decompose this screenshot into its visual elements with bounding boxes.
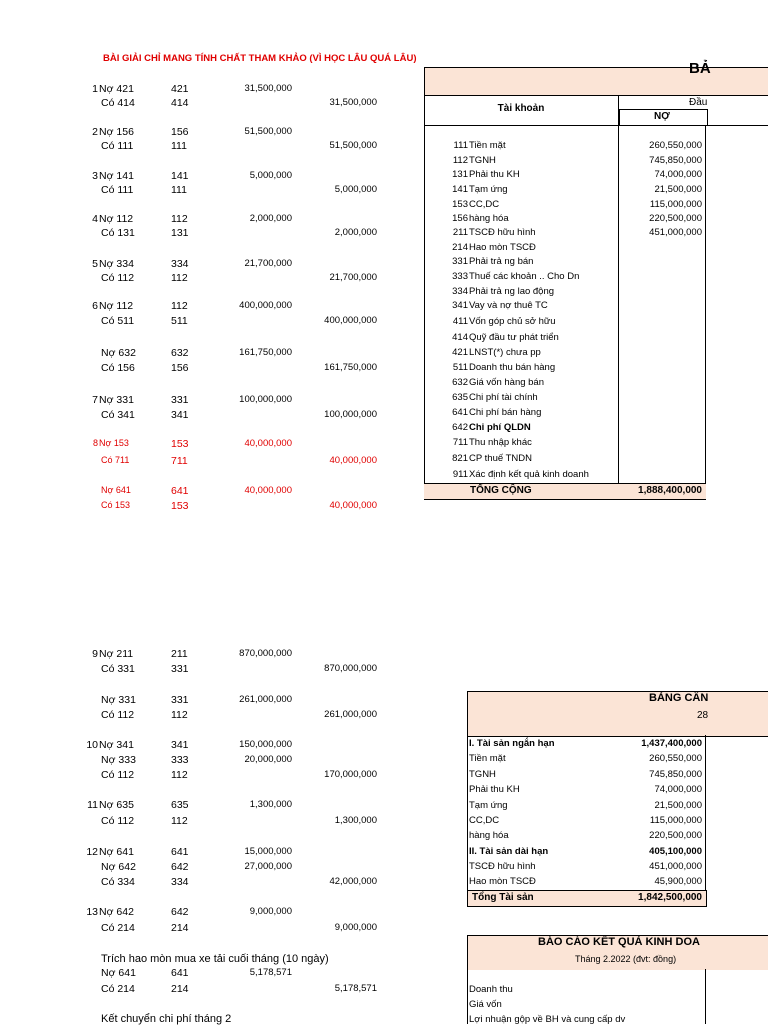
tb-account-code: 911 bbox=[452, 469, 468, 480]
entry-debit: 161,750,000 bbox=[239, 347, 292, 358]
entry-label: Nợ 341 bbox=[99, 739, 134, 751]
entry-debit: 2,000,000 bbox=[249, 213, 292, 224]
entry-debit: 400,000,000 bbox=[239, 300, 292, 311]
tb-debit-value: 21,500,000 bbox=[654, 184, 702, 195]
tb-account-code: 111 bbox=[453, 140, 468, 151]
entry-label: Nợ 641 bbox=[101, 485, 131, 495]
entry-number: 4 bbox=[92, 213, 98, 225]
entry-label: Nợ 421 bbox=[99, 83, 134, 95]
trial-balance-title: BẢ bbox=[689, 60, 711, 77]
entry-account: 141 bbox=[171, 170, 189, 182]
entry-debit: 27,000,000 bbox=[244, 861, 292, 872]
entry-credit: 9,000,000 bbox=[334, 922, 377, 933]
tb-account-code: 632 bbox=[452, 377, 468, 388]
entry-label: Có 153 bbox=[101, 500, 131, 510]
entry-account: 511 bbox=[171, 315, 188, 327]
entry-account: 112 bbox=[171, 300, 188, 312]
tb-account-code: 414 bbox=[452, 332, 468, 343]
bs-item-name: Hao mòn TSCĐ bbox=[469, 876, 536, 887]
tb-account-name: CC,DC bbox=[469, 199, 500, 210]
bs-item-value: 1,437,400,000 bbox=[641, 738, 702, 749]
bs-item-value: 74,000,000 bbox=[654, 784, 702, 795]
entry-credit: 100,000,000 bbox=[324, 409, 377, 420]
entry-debit: 5,000,000 bbox=[249, 170, 292, 181]
entry-debit: 100,000,000 bbox=[239, 394, 292, 405]
entry-number: 12 bbox=[86, 846, 98, 858]
entry-number: 13 bbox=[86, 906, 98, 918]
entry-account: 112 bbox=[171, 769, 188, 781]
entry-account: 641 bbox=[171, 485, 189, 497]
entry-account: 214 bbox=[171, 922, 189, 934]
tb-account-name: Phải trả ng bán bbox=[469, 256, 534, 267]
entry-debit: 150,000,000 bbox=[239, 739, 292, 750]
entry-label: Có 414 bbox=[101, 97, 135, 109]
entry-account: 211 bbox=[171, 648, 188, 660]
entry-debit: 51,500,000 bbox=[244, 126, 292, 137]
balance-sheet-total-label: Tổng Tài sản bbox=[472, 892, 534, 903]
tb-account-name: Tiền mặt bbox=[469, 140, 506, 151]
tb-account-code: 131 bbox=[452, 169, 468, 180]
entry-account: 153 bbox=[171, 500, 189, 512]
bs-item-name: II. Tài sản dài hạn bbox=[469, 846, 549, 857]
is-item-name: Giá vốn bbox=[469, 999, 502, 1010]
entry-credit: 1,300,000 bbox=[334, 815, 377, 826]
entry-credit: 2,000,000 bbox=[334, 227, 377, 238]
entry-label: Có 111 bbox=[101, 184, 134, 196]
bs-item-name: CC,DC bbox=[469, 815, 500, 826]
income-statement-subtitle: Tháng 2.2022 (đvt: đồng) bbox=[575, 954, 677, 964]
balance-sheet-left-border bbox=[467, 735, 468, 905]
bs-item-name: Tiền mặt bbox=[469, 753, 506, 764]
entry-number: 6 bbox=[92, 300, 98, 312]
entry-label: Nợ 333 bbox=[101, 754, 136, 766]
entry-label: Có 156 bbox=[101, 362, 135, 374]
entry-debit: 1,300,000 bbox=[249, 799, 292, 810]
income-statement-left-border bbox=[467, 969, 468, 1024]
entry-account: 156 bbox=[171, 126, 189, 138]
tb-account-code: 331 bbox=[452, 256, 468, 267]
tb-account-name: Phải trả ng lao động bbox=[469, 286, 555, 297]
entry-label: Có 511 bbox=[101, 315, 135, 327]
entry-debit: 20,000,000 bbox=[244, 754, 292, 765]
entry-number: 9 bbox=[92, 648, 98, 660]
bs-item-value: 45,900,000 bbox=[654, 876, 702, 887]
entry-label: Nợ 641 bbox=[101, 967, 136, 979]
entry-account: 642 bbox=[171, 906, 189, 918]
entry-label: Nợ 112 bbox=[99, 300, 134, 312]
trial-balance-total-debit: 1,888,400,000 bbox=[638, 485, 702, 496]
entry-label: Có 331 bbox=[101, 663, 135, 675]
depreciation-note: Trích hao mòn mua xe tải cuối tháng (10 ngày) bbox=[101, 953, 329, 965]
entry-label: Nợ 156 bbox=[99, 126, 134, 138]
entry-debit: 261,000,000 bbox=[239, 694, 292, 705]
entry-credit: 170,000,000 bbox=[324, 769, 377, 780]
tb-account-name: Chi phí QLDN bbox=[469, 422, 531, 433]
tb-account-name: LNST(*) chưa pp bbox=[469, 347, 541, 358]
header-note: BÀI GIẢI CHỈ MANG TÍNH CHẤT THAM KHẢO (VÌ HỌC LÂU QUÁ LÂU) bbox=[103, 53, 417, 64]
entry-debit: 9,000,000 bbox=[249, 906, 292, 917]
tb-account-code: 711 bbox=[452, 437, 468, 448]
entry-debit: 31,500,000 bbox=[244, 83, 292, 94]
entry-label: Nợ 632 bbox=[101, 347, 136, 359]
tb-account-code: 153 bbox=[452, 199, 468, 210]
tb-account-code: 411 bbox=[452, 316, 468, 327]
entry-number: 8 bbox=[92, 438, 98, 448]
entry-credit: 400,000,000 bbox=[324, 315, 377, 326]
entry-account: 414 bbox=[171, 97, 189, 109]
entry-number: 3 bbox=[92, 170, 98, 182]
tb-account-name: Xác định kết quả kinh doanh bbox=[469, 469, 589, 480]
entry-credit: 40,000,000 bbox=[329, 455, 377, 466]
entry-account: 341 bbox=[171, 409, 189, 421]
entry-label: Có 214 bbox=[101, 922, 135, 934]
entry-account: 112 bbox=[171, 213, 188, 225]
tb-account-name: TGNH bbox=[469, 155, 496, 166]
entry-account: 112 bbox=[171, 709, 188, 721]
tb-account-name: Vay và nợ thuê TC bbox=[469, 300, 548, 311]
entry-account: 156 bbox=[171, 362, 189, 374]
tb-account-name: Doanh thu bán hàng bbox=[469, 362, 556, 373]
entry-credit: 51,500,000 bbox=[329, 140, 377, 151]
entry-number: 2 bbox=[92, 126, 98, 138]
tb-account-code: 642 bbox=[452, 422, 468, 433]
balance-sheet-title: BẢNG CÂN bbox=[649, 692, 709, 704]
tb-account-name: Chi phí tài chính bbox=[469, 392, 538, 403]
entry-debit: 40,000,000 bbox=[244, 438, 292, 449]
entry-label: Nợ 641 bbox=[99, 846, 134, 858]
tb-account-name: TSCĐ hữu hình bbox=[469, 227, 536, 238]
bs-item-name: I. Tài sản ngắn hạn bbox=[469, 738, 555, 749]
entry-label: Có 111 bbox=[101, 140, 134, 152]
bs-item-name: hàng hóa bbox=[469, 830, 509, 841]
entry-debit: 40,000,000 bbox=[244, 485, 292, 496]
bs-item-value: 260,550,000 bbox=[649, 753, 702, 764]
balance-sheet-right-border bbox=[705, 735, 706, 905]
bs-item-name: Phải thu KH bbox=[469, 784, 520, 795]
entry-label: Có 112 bbox=[101, 815, 135, 827]
entry-number: 11 bbox=[87, 799, 98, 811]
entry-account: 331 bbox=[171, 394, 189, 406]
entry-account: 214 bbox=[171, 983, 189, 995]
bs-item-name: TGNH bbox=[469, 769, 496, 780]
entry-label: Có 334 bbox=[101, 876, 135, 888]
tb-account-code: 112 bbox=[452, 155, 468, 166]
bs-item-value: 745,850,000 bbox=[649, 769, 702, 780]
tb-account-code: 211 bbox=[452, 227, 468, 238]
entry-label: Có 711 bbox=[101, 455, 130, 465]
is-item-name: Lợi nhuận gộp về BH và cung cấp dv bbox=[469, 1014, 626, 1025]
tb-account-name: Chi phí bán hàng bbox=[469, 407, 542, 418]
entry-account: 635 bbox=[171, 799, 189, 811]
trial-balance-mid-border bbox=[618, 125, 619, 499]
entry-account: 331 bbox=[171, 663, 189, 675]
trial-balance-left-border bbox=[424, 125, 425, 499]
entry-account: 641 bbox=[171, 846, 189, 858]
col-debit-header: NỢ bbox=[654, 111, 670, 122]
tb-account-code: 141 bbox=[452, 184, 468, 195]
entry-label: Nợ 153 bbox=[99, 438, 129, 448]
bs-item-value: 115,000,000 bbox=[649, 815, 702, 826]
is-item-name: Doanh thu bbox=[469, 984, 513, 995]
tb-account-code: 333 bbox=[452, 271, 468, 282]
entry-account: 341 bbox=[171, 739, 189, 751]
tb-debit-value: 115,000,000 bbox=[649, 199, 702, 210]
entry-credit: 5,178,571 bbox=[334, 983, 377, 994]
bs-item-value: 405,100,000 bbox=[649, 846, 702, 857]
entry-debit: 870,000,000 bbox=[239, 648, 292, 659]
col-period-header: Đầu bbox=[689, 97, 708, 108]
bs-item-value: 220,500,000 bbox=[649, 830, 702, 841]
entry-account: 111 bbox=[171, 184, 187, 196]
entry-account: 334 bbox=[171, 876, 189, 888]
tb-account-name: Hao mòn TSCĐ bbox=[469, 242, 536, 253]
tb-account-name: CP thuế TNDN bbox=[469, 453, 533, 464]
entry-account: 711 bbox=[171, 455, 188, 467]
balance-sheet-date: 28 bbox=[697, 710, 709, 721]
entry-label: Nợ 112 bbox=[99, 213, 134, 225]
trial-balance-total-label: TỔNG CỘNG bbox=[470, 485, 532, 496]
entry-number: 5 bbox=[92, 258, 98, 270]
bs-item-name: TSCĐ hữu hình bbox=[469, 861, 536, 872]
tb-account-code: 641 bbox=[452, 407, 468, 418]
entry-label: Có 131 bbox=[101, 227, 135, 239]
entry-label: Nợ 642 bbox=[99, 906, 134, 918]
entry-label: Có 341 bbox=[101, 409, 135, 421]
entry-credit: 5,000,000 bbox=[334, 184, 377, 195]
entry-credit: 870,000,000 bbox=[324, 663, 377, 674]
entry-account: 131 bbox=[171, 227, 189, 239]
bs-item-name: Tạm ứng bbox=[469, 800, 508, 811]
income-statement-title: BÁO CÁO KẾT QUẢ KINH DOA bbox=[538, 936, 700, 948]
balance-sheet-title-bar bbox=[467, 691, 768, 737]
closing-note: Kết chuyển chi phí tháng 2 bbox=[101, 1013, 232, 1025]
tb-debit-value: 451,000,000 bbox=[649, 227, 702, 238]
entry-credit: 21,700,000 bbox=[329, 272, 377, 283]
entry-account: 333 bbox=[171, 754, 189, 766]
entry-credit: 31,500,000 bbox=[329, 97, 377, 108]
entry-number: 1 bbox=[92, 83, 98, 95]
tb-account-code: 635 bbox=[452, 392, 468, 403]
tb-account-name: Giá vốn hàng bán bbox=[469, 377, 545, 388]
tb-debit-value: 74,000,000 bbox=[654, 169, 702, 180]
bs-item-value: 451,000,000 bbox=[649, 861, 702, 872]
entry-label: Nợ 141 bbox=[99, 170, 134, 182]
entry-label: Nợ 642 bbox=[101, 861, 136, 873]
col-account-header: Tài khoản bbox=[497, 103, 545, 114]
entry-credit: 40,000,000 bbox=[329, 500, 377, 511]
entry-label: Nợ 211 bbox=[99, 648, 134, 660]
trial-balance-title-bar bbox=[424, 67, 768, 96]
tb-account-code: 334 bbox=[452, 286, 468, 297]
entry-credit: 161,750,000 bbox=[324, 362, 377, 373]
entry-label: Nợ 635 bbox=[99, 799, 134, 811]
tb-account-code: 421 bbox=[452, 347, 468, 358]
tb-account-code: 821 bbox=[452, 453, 468, 464]
entry-credit: 42,000,000 bbox=[329, 876, 377, 887]
entry-label: Có 214 bbox=[101, 983, 135, 995]
tb-account-code: 511 bbox=[452, 362, 468, 373]
tb-debit-value: 220,500,000 bbox=[649, 213, 702, 224]
entry-account: 112 bbox=[171, 272, 188, 284]
entry-account: 153 bbox=[171, 438, 189, 450]
entry-account: 334 bbox=[171, 258, 189, 270]
tb-debit-value: 745,850,000 bbox=[649, 155, 702, 166]
entry-credit: 261,000,000 bbox=[324, 709, 377, 720]
entry-account: 641 bbox=[171, 967, 189, 979]
tb-account-code: 214 bbox=[452, 242, 468, 253]
entry-account: 421 bbox=[171, 83, 189, 95]
entry-label: Có 112 bbox=[101, 709, 135, 721]
entry-debit: 21,700,000 bbox=[244, 258, 292, 269]
entry-label: Nợ 331 bbox=[99, 394, 134, 406]
bs-item-value: 21,500,000 bbox=[654, 800, 702, 811]
tb-account-name: Phải thu KH bbox=[469, 169, 520, 180]
tb-account-name: Tạm ứng bbox=[469, 184, 508, 195]
tb-account-name: hàng hóa bbox=[469, 213, 509, 224]
entry-label: Nợ 331 bbox=[101, 694, 136, 706]
entry-account: 632 bbox=[171, 347, 189, 359]
tb-account-name: Vốn góp chủ sở hữu bbox=[469, 316, 556, 327]
entry-account: 331 bbox=[171, 694, 189, 706]
entry-account: 112 bbox=[171, 815, 188, 827]
entry-label: Có 112 bbox=[101, 769, 135, 781]
tb-account-code: 341 bbox=[452, 300, 468, 311]
tb-account-name: Thuế các khoản .. Cho Dn bbox=[469, 271, 580, 282]
trial-balance-right-border bbox=[705, 125, 706, 499]
entry-number: 7 bbox=[92, 394, 98, 406]
entry-account: 642 bbox=[171, 861, 189, 873]
entry-account: 111 bbox=[171, 140, 187, 152]
entry-label: Có 112 bbox=[101, 272, 135, 284]
balance-sheet-total-value: 1,842,500,000 bbox=[638, 892, 702, 903]
tb-debit-value: 260,550,000 bbox=[649, 140, 702, 151]
tb-account-name: Quỹ đầu tư phát triển bbox=[469, 332, 559, 343]
entry-label: Nợ 334 bbox=[99, 258, 134, 270]
income-statement-right-border bbox=[705, 969, 706, 1024]
entry-number: 10 bbox=[86, 739, 98, 751]
tb-account-name: Thu nhập khác bbox=[469, 437, 532, 448]
entry-debit: 15,000,000 bbox=[244, 846, 292, 857]
entry-debit: 5,178,571 bbox=[249, 967, 292, 978]
tb-account-code: 156 bbox=[452, 213, 468, 224]
